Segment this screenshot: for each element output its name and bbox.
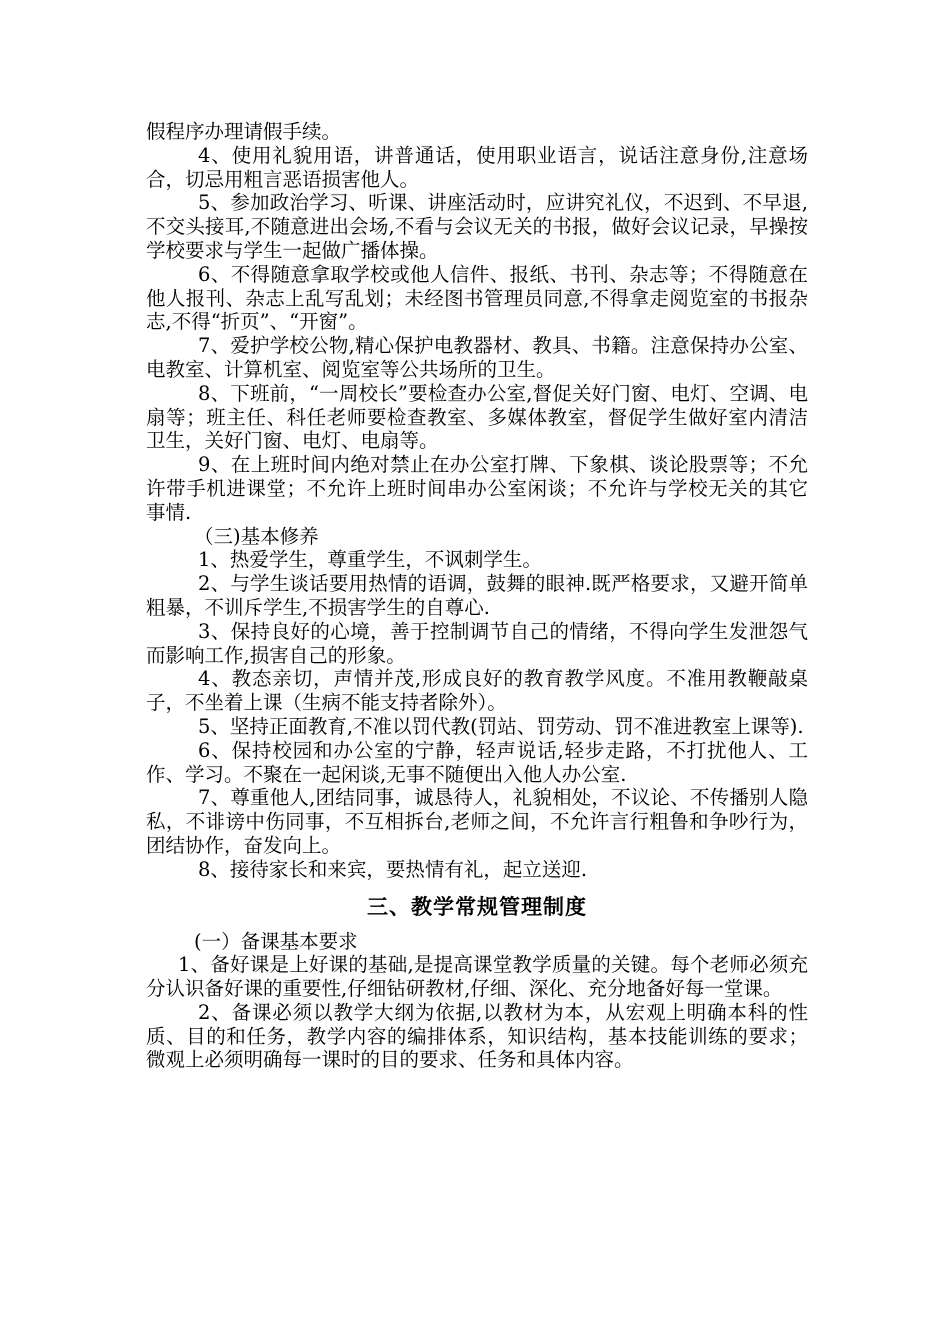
paragraph: 6、保持校园和办公室的宁静，轻声说话,轻步走路，不打扰他人、工作、学习。不聚在一起闲谈,无事不随便出入他人办公室. — [146, 738, 808, 786]
paragraph: 1、热爱学生，尊重学生，不讽刺学生。 — [198, 548, 542, 572]
paragraphs-after-heading — [146, 930, 808, 1073]
paragraph: 3、保持良好的心境，善于控制调节自己的情绪，不得向学生发泄怨气而影响工作,损害自己的形象。 — [146, 619, 808, 667]
paragraph: 4、使用礼貌用语，讲普通话，使用职业语言，说话注意身份,注意场合，切忌用粗言恶语损害他人。 — [146, 143, 808, 191]
paragraph: 2、与学生谈话要用热情的语调，鼓舞的眼神.既严格要求，又避开简单粗暴，不训斥学生,不损害学生的自尊心. — [146, 572, 808, 619]
paragraph: 5、坚持正面教育,不准以罚代教(罚站、罚劳动、罚不准进教室上课等). — [198, 714, 804, 738]
paragraph: 7、尊重他人,团结同事，诚恳待人，礼貌相处，不议论、不传播别人隐私，不诽谤中伤同事，不互相拆台,老师之间，不允许言行粗鲁和争吵行为，团结协作，奋发向上。 — [146, 786, 808, 857]
paragraph: 1、备好课是上好课的基础,是提高课堂教学质量的关键。每个老师必须充分认识备好课的重要性,仔细钻研教材,仔细、深化、充分地备好每一堂课。 — [146, 953, 808, 1001]
section-heading: 三、教学常规管理制度 — [367, 893, 587, 919]
paragraph: 8、接待家长和来宾，要热情有礼，起立送迎. — [198, 857, 588, 881]
paragraphs-before-heading — [146, 120, 808, 882]
document-page — [146, 120, 808, 1072]
paragraph: 9、在上班时间内绝对禁止在办公室打牌、下象棋、谈论股票等；不允许带手机进课堂；不允许上班时间串办公室闲谈；不允许与学校无关的其它事情. — [146, 453, 808, 524]
paragraph: 4、教态亲切，声情并茂,形成良好的教育教学风度。不准用教鞭敲桌子，不坐着上课（生病不能支持者除外）。 — [146, 667, 808, 715]
paragraph: 6、不得随意拿取学校或他人信件、报纸、书刊、杂志等；不得随意在他人报刊、杂志上乱写乱划；未经图书管理员同意,不得拿走阅览室的书报杂志,不得“折页”、“开窗”。 — [146, 262, 808, 334]
paragraph: （三)基本修养 — [194, 524, 319, 548]
paragraph: 8、下班前，“一周校长”要检查办公室,督促关好门窗、电灯、空调、电扇等；班主任、科任老师要检查教室、多媒体教室，督促学生做好室内清洁卫生，关好门窗、电灯、电扇等。 — [146, 381, 808, 453]
paragraph: 假程序办理请假手续。 — [146, 120, 342, 143]
paragraph: 2、备课必须以教学大纲为依据,以教材为本，从宏观上明确本科的性质、目的和任务，教学内容的编排体系，知识结构，基本技能训练的要求；微观上必须明确每一课时的目的要求、任务和具体内容。 — [146, 1000, 808, 1072]
paragraph: (一）备课基本要求 — [194, 929, 358, 953]
paragraph: 5、参加政治学习、听课、讲座活动时，应讲究礼仪，不迟到、不早退,不交头接耳,不随意进出会场,不看与会议无关的书报，做好会议记录，早操按学校要求与学生一起做广播体操。 — [146, 191, 808, 262]
paragraph: 7、爱护学校公物,精心保护电教器材、教具、书籍。注意保持办公室、电教室、计算机室、阅览室等公共场所的卫生。 — [146, 334, 808, 381]
